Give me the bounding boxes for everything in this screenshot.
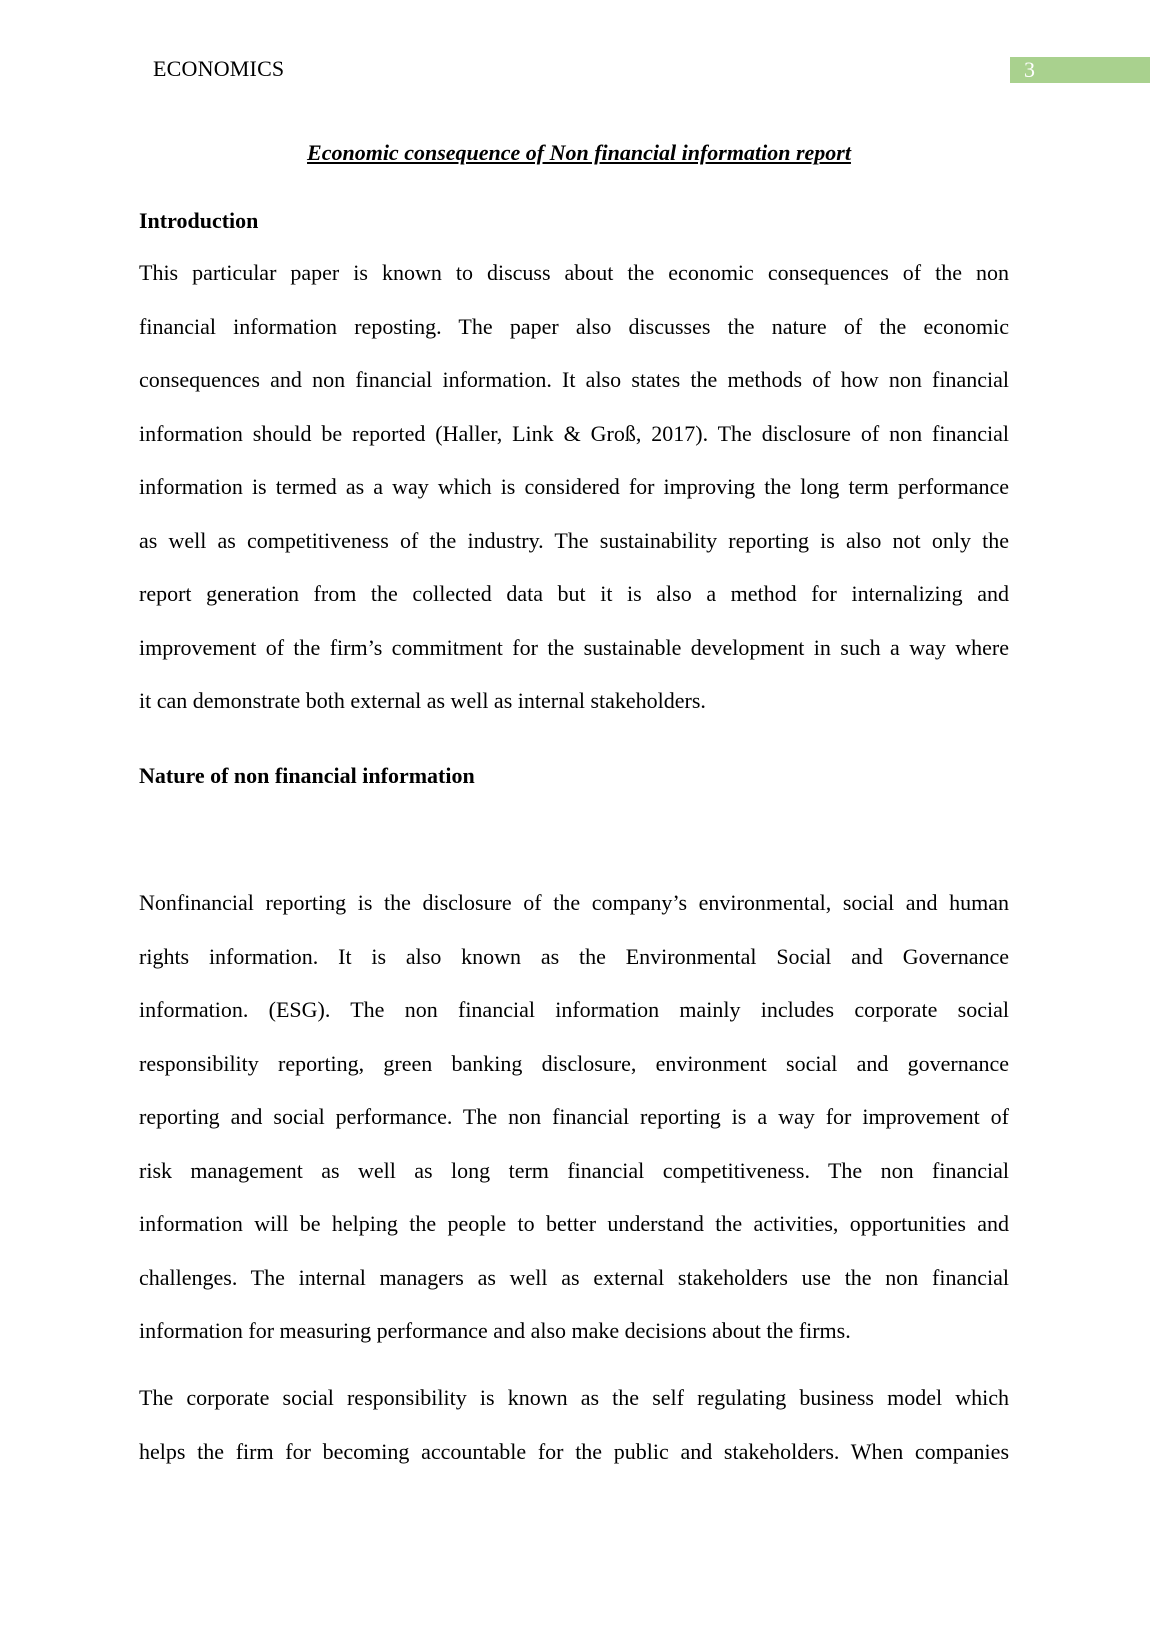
paragraph-introduction [139,246,1009,728]
paragraph-line: responsibility reporting, green banking disclosure, environment social and governance [139,1050,1009,1076]
section-heading-nature: Nature of non financial information [139,763,475,788]
paragraph-line: report generation from the collected data but it is also a method for internalizing and [139,581,1009,606]
section-heading-introduction: Introduction [139,208,259,233]
paragraph-line: helps the firm for becoming accountable for the public and stakeholders. When companies [139,1438,1009,1464]
paragraph-line: Nonfinancial reporting is the disclosure of the company’s environmental, social and human [139,890,1009,915]
paragraph-line: rights information. It is also known as the Environmental Social and Governance [139,943,1009,969]
paragraph-line: risk management as well as long term financial competitiveness. The non financial [139,1157,1009,1183]
paragraph-line: reporting and social performance. The non financial reporting is a way for improvement of [139,1104,1009,1129]
page-number-bar [1010,57,1150,83]
paragraph-line: improvement of the firm’s commitment for the sustainable development in such a way where [139,634,1009,660]
paragraph-nature-1 [139,876,1009,1358]
running-header-title: ECONOMICS [153,56,285,81]
paragraph-line: information is termed as a way which is considered for improving the long term performance [139,474,1009,499]
paragraph-line: as well as competitiveness of the industry. The sustainability reporting is also not only the [139,527,1009,553]
paragraph-line: consequences and non financial information. It also states the methods of how non financial [139,367,1009,392]
paragraph-line: The corporate social responsibility is known as the self regulating business model which [139,1385,1009,1410]
document-title: Economic consequence of Non financial information report [307,140,851,165]
paragraph-line: This particular paper is known to discuss about the economic consequences of the non [139,260,1009,285]
paragraph-line: information for measuring performance and also make decisions about the firms. [139,1318,851,1343]
page-number: 3 [1024,57,1035,82]
paragraph-line: challenges. The internal managers as well as external stakeholders use the non financial [139,1264,1009,1290]
paragraph-nature-2 [139,1371,1009,1478]
paragraph-line: financial information reposting. The paper also discusses the nature of the economic [139,313,1009,339]
paragraph-line: it can demonstrate both external as well as internal stakeholders. [139,688,706,713]
paragraph-line: information will be helping the people to better understand the activities, opportunities and [139,1211,1009,1236]
paragraph-line: information should be reported (Haller, Link & Groß, 2017). The disclosure of non financial [139,420,1009,446]
paragraph-line: information. (ESG). The non financial information mainly includes corporate social [139,997,1009,1022]
